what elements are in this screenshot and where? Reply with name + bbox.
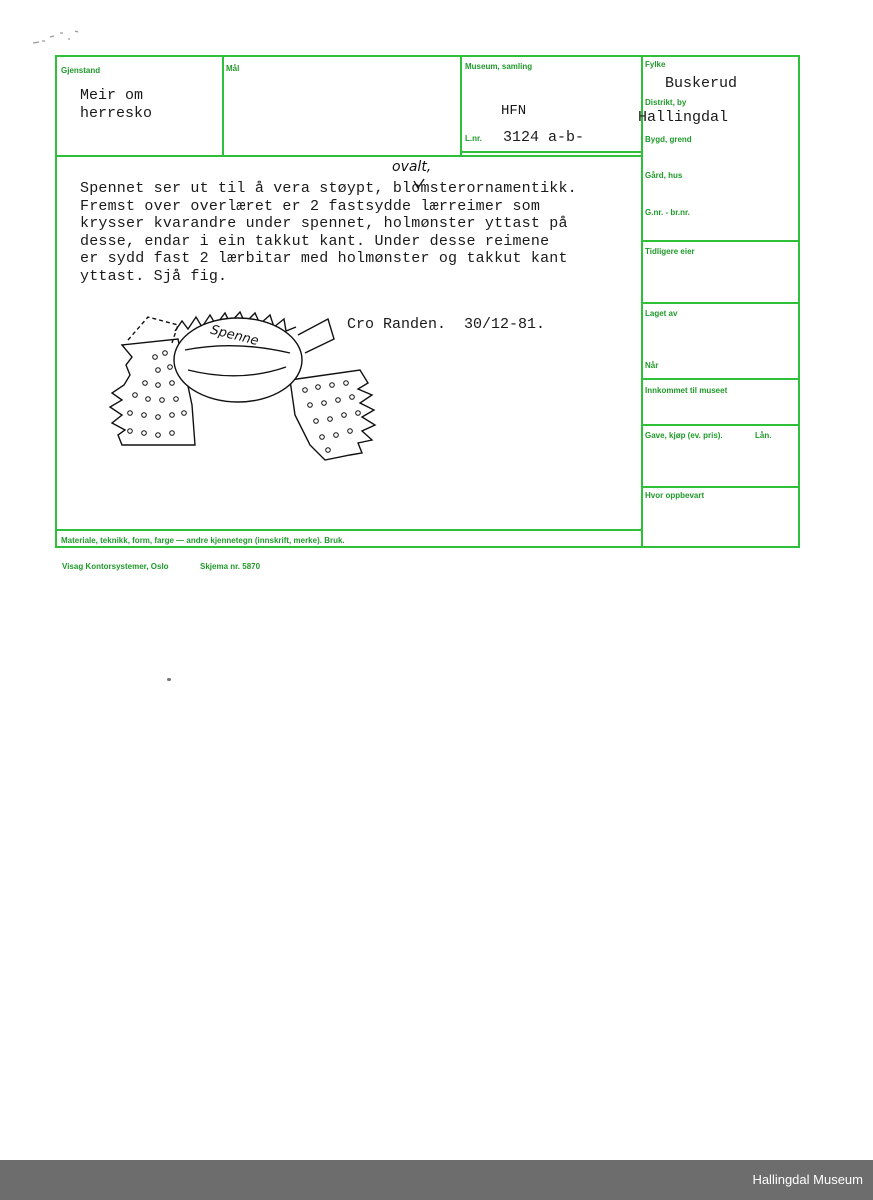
label-maal: Mål — [226, 64, 240, 73]
label-gjenstand: Gjenstand — [61, 66, 101, 75]
watermark-bar — [0, 1160, 873, 1200]
object-description: Spennet ser ut til å vera støypt, blomsterornamentikk. Fremst over overlæret er 2 fastsydde lærreimer som krysser kvarandre under spennet, holmønster yttast på desse, endar i ein takkut kant. Under desse reimene er sydd fast 2 lærbitar med holmønster og takkut kant yttast. Sjå fig. — [80, 180, 577, 285]
divider — [643, 378, 799, 380]
divider — [643, 302, 799, 304]
label-laan: Lån. — [755, 431, 772, 440]
divider — [643, 240, 799, 242]
label-laget-av: Laget av — [645, 309, 678, 318]
value-distrikt: Hallingdal — [638, 109, 729, 126]
label-fylke: Fylke — [645, 60, 666, 69]
divider — [460, 151, 641, 153]
watermark-text: Hallingdal Museum — [752, 1172, 863, 1187]
label-innkommet: Innkommet til museet — [645, 386, 728, 395]
value-gjenstand: Meir om herresko — [80, 87, 153, 122]
value-museum: HFN — [501, 103, 527, 119]
label-materiale: Materiale, teknikk, form, farge — andre kjennetegn (innskrift, merke). Bruk. — [61, 536, 345, 545]
label-naar: Når — [645, 361, 659, 370]
divider — [57, 529, 641, 531]
divider — [643, 424, 799, 426]
label-gnr: G.nr. - br.nr. — [645, 208, 690, 217]
label-tidligere-eier: Tidligere eier — [645, 247, 695, 256]
label-gard: Gård, hus — [645, 171, 683, 180]
signature-date: Cro Randen. 30/12-81. — [347, 316, 546, 333]
divider — [57, 155, 641, 157]
label-gave: Gave, kjøp (ev. pris). — [645, 431, 723, 440]
handwritten-insert: ovalt, — [392, 159, 432, 175]
label-museum-samling: Museum, samling — [465, 62, 533, 71]
sketch-label: Spenne — [208, 322, 261, 350]
label-hvor-oppbevart: Hvor oppbevart — [645, 491, 705, 500]
scan-specks — [30, 25, 90, 50]
label-lnr: L.nr. — [465, 134, 482, 143]
value-fylke: Buskerud — [665, 75, 738, 92]
divider — [643, 486, 799, 488]
label-distrikt: Distrikt, by — [645, 98, 687, 107]
divider — [460, 57, 462, 155]
buckle-sketch — [100, 295, 380, 470]
label-bygd: Bygd, grend — [645, 135, 692, 144]
printer-name: Visag Kontorsystemer, Oslo — [62, 562, 169, 571]
insert-caret — [412, 178, 426, 190]
scan-speck — [167, 678, 171, 681]
value-lnr: 3124 a-b- — [503, 129, 585, 146]
divider — [222, 57, 224, 155]
form-number: Skjema nr. 5870 — [200, 562, 261, 571]
